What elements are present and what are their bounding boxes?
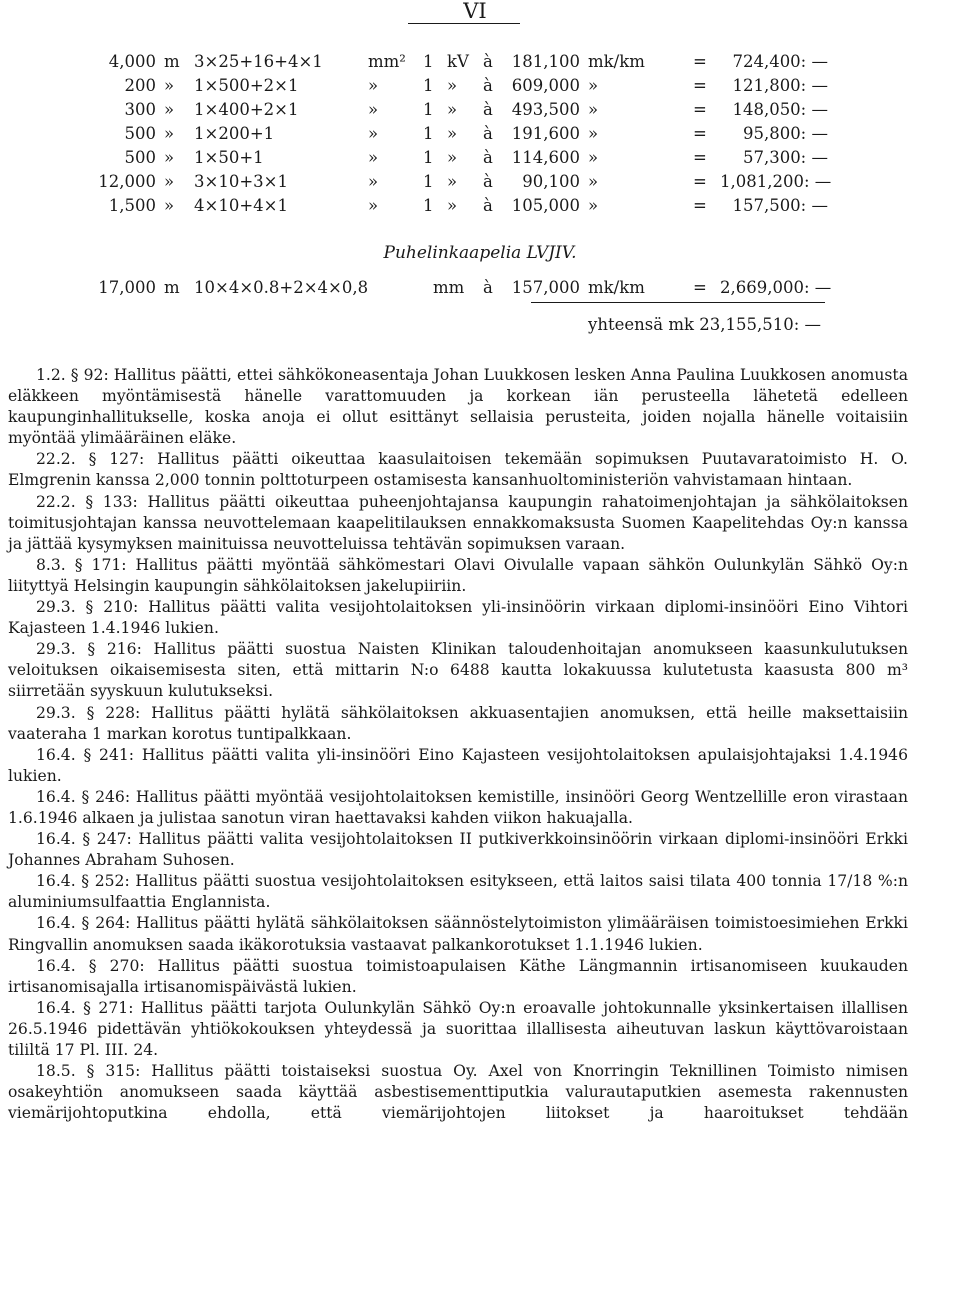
phone-cable-title: Puhelinkaapelia LVJIV.: [383, 243, 577, 263]
cable-total: 157,500: —: [732, 196, 828, 215]
cable-equals: =: [693, 148, 707, 167]
cable-mm: mm²: [368, 52, 406, 71]
cable-total: 95,800: —: [742, 124, 828, 143]
decision-entry: 16.4. § 241: Hallitus päätti valita yli-insinööri Eino Kajasteen vesijohtolaitoksen apulaisjohtajaksi 1.4.1946 lukien.: [8, 745, 908, 785]
cable-unit: m: [164, 278, 180, 297]
cable-per-unit: »: [588, 124, 599, 143]
decision-entry: 16.4. § 247: Hallitus päätti valita vesijohtolaitoksen II putkiverkkoinsinöörin virkaan diplomi-insinööri Erkki Johannes Abraham Suhosen.: [8, 830, 908, 870]
cable-length: 500: [124, 124, 156, 143]
cable-per-unit: »: [588, 172, 599, 191]
cable-voltage-unit: kV: [447, 52, 469, 71]
cable-equals: =: [693, 100, 707, 119]
decision-list: [8, 365, 908, 1124]
cable-equals: =: [693, 52, 707, 71]
cable-conductor: 1×50+1: [194, 148, 264, 167]
cable-per-unit: »: [588, 148, 599, 167]
decision-entry: 8.3. § 171: Hallitus päätti myöntää sähkömestari Olavi Oivulalle vapaan sähkön Oulunkylän Sähkö Oy:n liityttyä Helsingin kaupungin sähkölaitoksen jakelupiiriin.: [8, 555, 908, 595]
cable-at: à: [483, 196, 493, 215]
cable-per-unit: mk/km: [588, 278, 645, 297]
cable-mm: »: [368, 76, 379, 95]
cable-voltage-unit: »: [447, 196, 458, 215]
decision-entry: 22.2. § 127: Hallitus päätti oikeuttaa kaasulaitoisen tekemään sopimuksen Puutavaratoimisto H. O. Elmgrenin kanssa 2,000 tonnin polttoturpeen ostamisesta kansanhuoltoministeriön vahvistamaan hintaan.: [8, 450, 908, 490]
cable-unit-price: 191,600: [511, 124, 580, 143]
cable-total: 57,300: —: [742, 148, 828, 167]
cable-conductor: 1×400+2×1: [194, 100, 299, 119]
cable-at: à: [483, 76, 493, 95]
cable-conductor: 1×500+2×1: [194, 76, 299, 95]
cable-length: 500: [124, 148, 156, 167]
cable-length: 12,000: [98, 172, 156, 191]
cable-at: à: [483, 124, 493, 143]
cable-voltage-value: 1: [423, 124, 434, 143]
cable-voltage-value: 1: [423, 52, 434, 71]
cable-row: [80, 194, 840, 218]
cable-unit-price: 114,600: [511, 148, 580, 167]
cable-equals: =: [693, 196, 707, 215]
cable-voltage-unit: »: [447, 148, 458, 167]
grand-total: yhteensä mk 23,155,510: —: [588, 315, 821, 334]
cable-unit-price: 493,500: [511, 100, 580, 119]
cable-mm: »: [368, 172, 379, 191]
cable-total: 121,800: —: [732, 76, 828, 95]
cable-unit: »: [164, 100, 175, 119]
decision-entry: 16.4. § 270: Hallitus päätti suostua toimistoapulaisen Käthe Längmannin irtisanomiseen kuukauden irtisanomisajalla irtisanomispäivästä lukien.: [8, 956, 908, 996]
cable-mm: mm: [433, 278, 465, 297]
cable-at: à: [483, 52, 493, 71]
cable-total: 148,050: —: [732, 100, 828, 119]
decision-entry: 16.4. § 252: Hallitus päätti suostua vesijohtolaitoksen esitykseen, että laitos saisi tilata 400 tonnia 17/18 %:n aluminiumsulfaattia Englannista.: [8, 872, 908, 912]
cable-length: 4,000: [108, 52, 156, 71]
cable-unit-price: 181,100: [511, 52, 580, 71]
cable-row: [80, 74, 840, 98]
cable-per-unit: »: [588, 100, 599, 119]
cable-equals: =: [693, 124, 707, 143]
decision-entry: 29.3. § 210: Hallitus päätti valita vesijohtolaitoksen yli-insinöörin virkaan diplomi-insinööri Eino Vihtori Kajasteen 1.4.1946 lukien.: [8, 598, 908, 638]
cable-conductor: 1×200+1: [194, 124, 275, 143]
sum-rule: [531, 302, 825, 303]
cable-equals: =: [693, 278, 707, 297]
cable-voltage-unit: »: [447, 124, 458, 143]
cable-voltage-value: 1: [423, 100, 434, 119]
cable-total: 1,081,200: —: [720, 172, 832, 191]
cable-unit: »: [164, 76, 175, 95]
cable-unit: »: [164, 172, 175, 191]
cable-voltage-unit: »: [447, 100, 458, 119]
cable-unit: m: [164, 52, 180, 71]
cable-equals: =: [693, 76, 707, 95]
cable-voltage-value: 1: [423, 148, 434, 167]
cable-voltage-value: 1: [423, 76, 434, 95]
cable-per-unit: »: [588, 76, 599, 95]
cable-length: 200: [124, 76, 156, 95]
cable-row: [80, 122, 840, 146]
page-number-rule: [408, 23, 520, 24]
cable-length: 300: [124, 100, 156, 119]
phone-cable-row: [80, 276, 840, 300]
cable-conductor: 10×4×0.8+2×4×0,8: [194, 278, 369, 297]
cable-length: 17,000: [98, 278, 156, 297]
decision-entry: 1.2. § 92: Hallitus päätti, ettei sähkökoneasentaja Johan Luukkosen lesken Anna Paulina Luukkosen anomusta eläkkeen myöntämisestä hänelle varattomuuden ja korkean iän perusteella lähetetä edelleen kaupunginhallitukselle, koska anoja ei ollut esittänyt sellaisia perusteita, joiden nojalla hänelle voitaisiin myöntää ylimääräinen eläke.: [8, 366, 908, 448]
cable-unit-price: 90,100: [522, 172, 580, 191]
cable-total: 724,400: —: [732, 52, 828, 71]
cable-per-unit: »: [588, 196, 599, 215]
cable-voltage-unit: »: [447, 76, 458, 95]
cable-equals: =: [693, 172, 707, 191]
cable-unit-price: 157,000: [511, 278, 580, 297]
cable-conductor: 3×10+3×1: [194, 172, 288, 191]
cable-row: [80, 170, 840, 194]
cable-mm: »: [368, 100, 379, 119]
cable-voltage-unit: »: [447, 172, 458, 191]
decision-entry: 16.4. § 246: Hallitus päätti myöntää vesijohtolaitoksen kemistille, insinööri Georg Wentzellille eron virastaan 1.6.1946 alkaen ja julistaa sanotun viran haettavaksi kahden viikon hakuajalla.: [8, 787, 908, 827]
cable-at: à: [483, 278, 493, 297]
cable-length: 1,500: [108, 196, 156, 215]
cable-unit-price: 105,000: [511, 196, 580, 215]
cable-price-table: [80, 50, 840, 218]
cable-unit: »: [164, 124, 175, 143]
decision-entry: 29.3. § 216: Hallitus päätti suostua Naisten Klinikan taloudenhoitajan anomukseen kaasunkulutuksen veloituksen oikaisemisesta siten, että mittarin N:o 6488 kautta lokakuussa kulutetusta kaasusta 800 m³ siirretään syyskuun kulutukseksi.: [8, 640, 908, 701]
cable-row: [80, 50, 840, 74]
decision-entry: 16.4. § 264: Hallitus päätti hylätä sähkölaitoksen säännöstelytoimiston ylimääräisen toimistoesimiehen Erkki Ringvallin anomuksen saada ikäkorotuksia vastaavat palkankorotukset 1.1.1946 lukien.: [8, 914, 908, 954]
cable-voltage-value: 1: [423, 196, 434, 215]
cable-mm: »: [368, 148, 379, 167]
cable-conductor: 4×10+4×1: [194, 196, 288, 215]
decision-entry: 18.5. § 315: Hallitus päätti toistaiseksi suostua Oy. Axel von Knorringin Teknillinen Toimisto nimisen osakeyhtiön anomukseen saada käyttää asbestisementtiputkia valurautaputkien asemesta rakennusten viemärijohtoputkina ehdolla, että viemärijohtojen liitokset ja haaroitukset tehdään: [8, 1062, 908, 1123]
cable-total: 2,669,000: —: [720, 278, 832, 297]
cable-row: [80, 146, 840, 170]
cable-mm: »: [368, 196, 379, 215]
page-number: VI: [463, 0, 487, 23]
cable-unit: »: [164, 196, 175, 215]
cable-voltage-value: 1: [423, 172, 434, 191]
decision-entry: 16.4. § 271: Hallitus päätti tarjota Oulunkylän Sähkö Oy:n eroavalle johtokunnalle yksinkertaisen illallisen 26.5.1946 pidettävän yhtiökokouksen yhteydessä ja suorittaa illallisesta aiheutuvan laskun käyttövaroistaan tililtä 17 Pl. III. 24.: [8, 998, 908, 1059]
cable-unit-price: 609,000: [511, 76, 580, 95]
cable-at: à: [483, 148, 493, 167]
cable-mm: »: [368, 124, 379, 143]
cable-row: [80, 98, 840, 122]
decision-entry: 22.2. § 133: Hallitus päätti oikeuttaa puheenjohtajansa kaupungin rahatoimenjohtajan ja sähkölaitoksen toimitusjohtajan kanssa neuvottelemaan kaapelitilauksen ennakkomaksusta Suomen Kaapelitehdas Oy:n kanssa ja jättää kysymyksen mainituissa neuvotteluissa tehtävän sopimuksen varaan.: [8, 492, 908, 553]
cable-at: à: [483, 172, 493, 191]
cable-conductor: 3×25+16+4×1: [194, 52, 323, 71]
cable-unit: »: [164, 148, 175, 167]
cable-at: à: [483, 100, 493, 119]
cable-per-unit: mk/km: [588, 52, 645, 71]
decision-entry: 29.3. § 228: Hallitus päätti hylätä sähkölaitoksen akkuasentajien anomuksen, että heille maksettaisiin vaateraha 1 markan korotus tuntipalkkaan.: [8, 703, 908, 743]
